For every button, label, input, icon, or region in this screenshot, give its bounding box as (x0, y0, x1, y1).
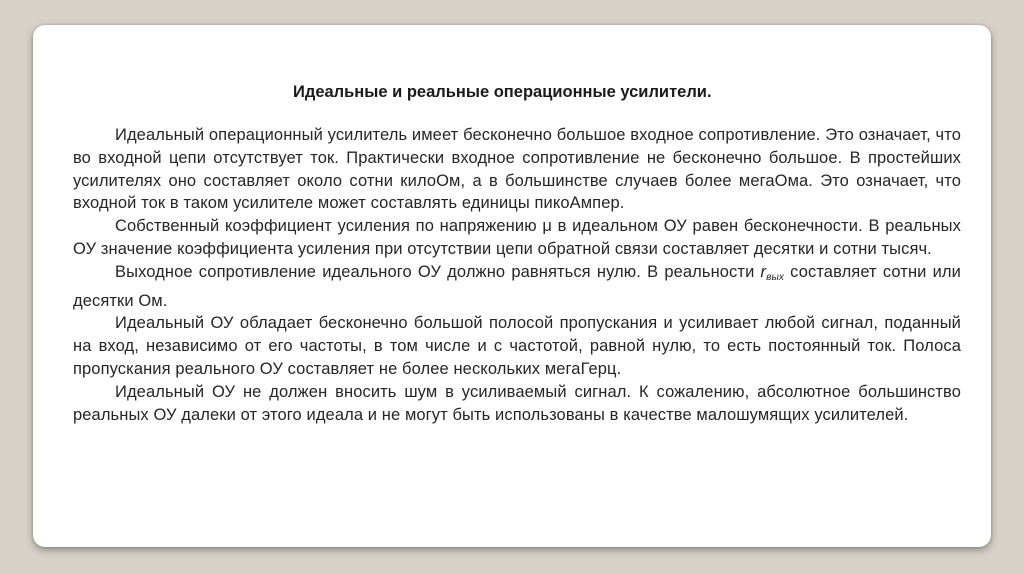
paragraph-gain: Собственный коэффициент усиления по напряжению μ в идеальном ОУ равен бесконечности. В реальных ОУ значение коэффициента усиления при отсутствии цепи обратной связи составляет десятки и сотни тысяч. (73, 217, 961, 258)
output-resistance-text-before: Выходное сопротивление идеального ОУ должно равняться нулю. В реальности (115, 262, 761, 281)
output-resistance-text-after: составляет сотни или десятки Ом. (73, 262, 961, 310)
paragraph-noise: Идеальный ОУ не должен вносить шум в усиливаемый сигнал. К сожалению, абсолютное большинство реальных ОУ далеки от этого идеала и не могут быть использованы в качестве малошумящих усилителей. (73, 382, 961, 424)
slide-card (33, 25, 991, 547)
document-body (73, 82, 961, 426)
paragraph-input-resistance: Идеальный операционный усилитель имеет бесконечно большое входное сопротивление. Это означает, что во входной цепи отсутствует ток. Практически входное сопротивление не бесконечно большое. В простейших усилителях оно составляет около сотни килоОм, а в большинстве случаев более мегаОма. Это означает, что входной ток в таком усилителе может составлять единицы пикоАмпер. (73, 126, 961, 213)
paragraph-bandwidth: Идеальный ОУ обладает бесконечно большой полосой пропускания и усиливает любой сигнал, поданный на вход, независимо от его частоты, в том числе и с частотой, равной нулю, то есть постоянный ток. Полоса пропускания реального ОУ составляет не более нескольких мегаГерц. (73, 314, 961, 378)
output-resistance-symbol: rвых (760, 262, 785, 283)
paragraph-output-resistance (73, 261, 961, 313)
document-title: Идеальные и реальные операционные усилители. (293, 83, 712, 101)
output-resistance-subscript: вых (766, 271, 785, 283)
